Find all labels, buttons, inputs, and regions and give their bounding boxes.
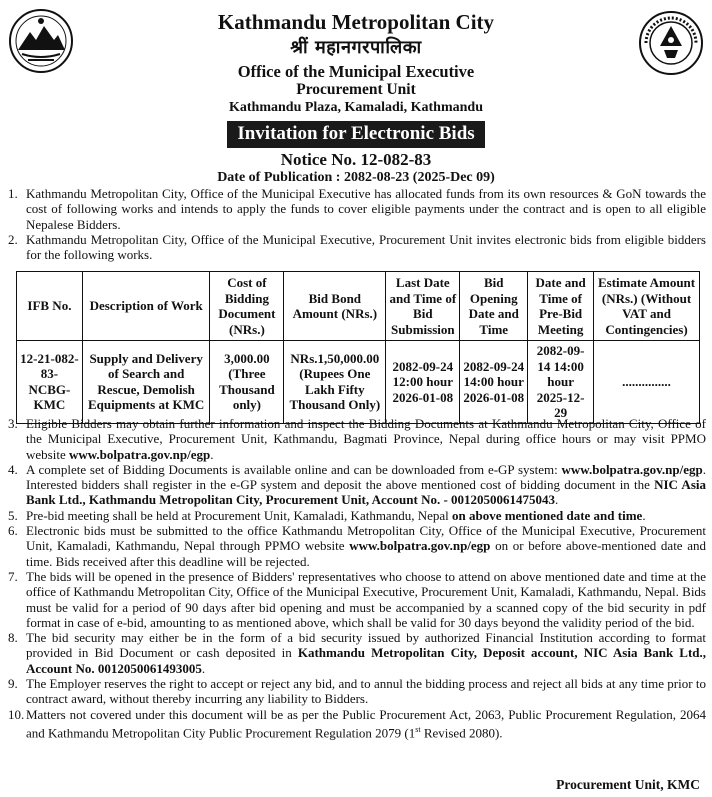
- office-name: Office of the Municipal Executive: [237, 62, 475, 81]
- list-item: 8. The bid security may either be in the form of a bid security issued by authorized Financial Institution according to format provided in Bid Document or cash deposited in Kathmandu Metropolitan City, Deposit account, NIC Asia Bank Ltd., Account No. 0012050061493005.: [8, 630, 706, 676]
- list-item: 4. A complete set of Bidding Documents is available online and can be downloaded from e-GP system: www.bolpatra.gov.np/egp. Interested bidders shall register in the e-GP system and deposit the above mentioned cost of bidding document in the NIC Asia Bank Ltd., Kathmandu Metropolitan City, Procurement Unit, Account No. - 0012050061475043.: [8, 461, 706, 508]
- submission-deadline: 2082-09-24 12:00 hour 2026-01-08: [386, 341, 460, 424]
- list-item: 9. The Employer reserves the right to accept or reject any bid, and to annul the bidding process and reject all bids at any time prior to contract award, without thereby incurring any liability to Bidders.: [8, 676, 706, 707]
- table-row: [17, 341, 700, 424]
- list-item: 6. Electronic bids must be submitted to the office Kathmandu Metropolitan City, Office of the Municipal Executive, Procurement Unit, Kamaladi, Kathmandu, Nepal through PPMO website www.bolpatra.gov.np/egp on or before above-mentioned date and time. Bids received after this deadline will be rejected.: [8, 523, 706, 569]
- work-description: Supply and Delivery of Search and Rescue, Demolish Equipments at KMC: [82, 341, 210, 424]
- pre-bid-meeting-date: 2082-09-14 14:00 hour 2025-12-29: [528, 341, 594, 424]
- notice-number: Notice No. 12-082-83: [280, 150, 432, 169]
- ifb-number: 12-21-082-83-NCBG-KMC: [17, 341, 83, 424]
- intro-items: [4, 186, 706, 262]
- city-name: Kathmandu Metropolitan City: [217, 10, 495, 34]
- list-item: 1. Kathmandu Metropolitan City, Office of the Municipal Executive has allocated funds from its own resources & GoN towards the cost of following works and intends to apply the funds to cover eligible payments under the contract and is open to all eligible Nepalese Bidders.: [8, 186, 706, 232]
- unit-name: Procurement Unit: [296, 81, 416, 98]
- column-header: Date and Time of Pre-Bid Meeting: [528, 272, 594, 341]
- table-header-row: [17, 272, 700, 341]
- column-header: Bid Opening Date and Time: [460, 272, 528, 341]
- notice-page: [4, 4, 708, 793]
- city-name-nepali: श्रीं महानगरपालिका: [290, 37, 422, 58]
- publication-date: Date of Publication : 2082-08-23 (2025-Dec 09): [217, 170, 495, 185]
- terms-items: [4, 416, 706, 741]
- bid-opening-date: 2082-09-24 14:00 hour 2026-01-08: [460, 341, 528, 424]
- column-header: Description of Work: [82, 272, 210, 341]
- notice-title-banner: Invitation for Electronic Bids: [227, 121, 484, 148]
- column-header: Last Date and Time of Bid Submission: [386, 272, 460, 341]
- list-item: 5. Pre-bid meeting shall be held at Procurement Unit, Kamaladi, Kathmandu, Nepal on above mentioned date and time.: [8, 507, 646, 523]
- document-cost: 3,000.00 (Three Thousand only): [210, 341, 284, 424]
- bids-table: [16, 271, 700, 424]
- column-header: Estimate Amount (NRs.) (Without VAT and Contingencies): [594, 272, 700, 341]
- column-header: Cost of Bidding Document (NRs.): [210, 272, 284, 341]
- office-address: Kathmandu Plaza, Kamaladi, Kathmandu: [229, 100, 483, 115]
- list-item: 2. Kathmandu Metropolitan City, Office of the Municipal Executive, Procurement Unit invites electronic bids from eligible bidders for the following works.: [8, 231, 706, 263]
- list-item: 3. Eligible Bidders may obtain further information and inspect the Bidding Documents at Kathmandu Metropolitan City, Office of the Municipal Executive, Procurement Unit, Kathmandu, Bagmati Province, Nepal during office hours or may visit PPMO website www.bolpatra.gov.np/egp.: [8, 416, 706, 462]
- estimate-amount: ...............: [594, 341, 700, 424]
- column-header: Bid Bond Amount (NRs.): [284, 272, 386, 341]
- list-item: 7. The bids will be opened in the presence of Bidders' representatives who choose to attend on above mentioned date and time at the office of Kathmandu Metropolitan City, Office of the Municipal Executive, Procurement Unit, Kamaladi, Kathmandu, Nepal. Bids must be valid for a period of 90 days after bid opening and must be accompanied by a scanned copy of the bid security in pdf format in case of e-bid, amounting to as mentioned above, which shall be valid for 30 days beyond the validity period of the bid.: [8, 568, 706, 630]
- list-item: 10. Matters not covered under this document will be as per the Public Procurement Act, 2063, Public Procurement Regulation, 2064 and Kathmandu Metropolitan City Public Procurement Regulation 2079 (1st Revised 2080).: [8, 706, 706, 741]
- signature: Procurement Unit, KMC: [556, 777, 700, 792]
- bid-bond-amount: NRs.1,50,000.00 (Rupees One Lakh Fifty Thousand Only): [284, 341, 386, 424]
- column-header: IFB No.: [17, 272, 83, 341]
